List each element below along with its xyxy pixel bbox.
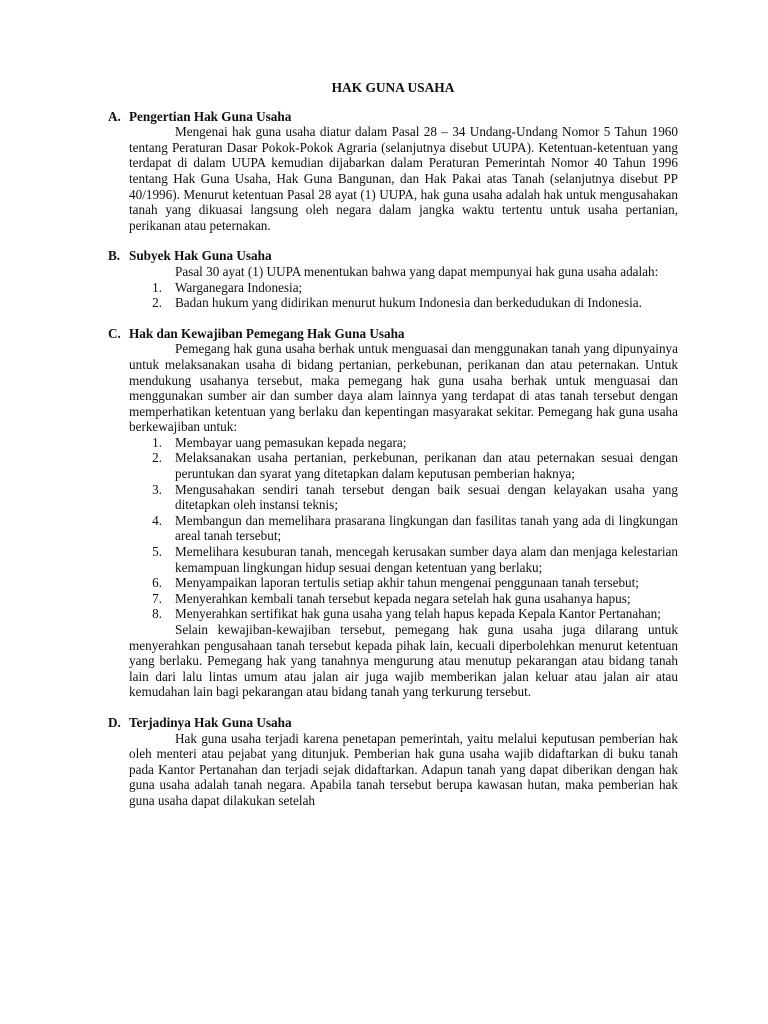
section-c bbox=[108, 326, 678, 700]
list-item: 2. Badan hukum yang didirikan menurut hukum Indonesia dan berkedudukan di Indonesia. bbox=[152, 295, 642, 311]
section-title: Hak dan Kewajiban Pemegang Hak Guna Usaha bbox=[129, 325, 405, 341]
section-title: Subyek Hak Guna Usaha bbox=[129, 248, 272, 264]
section-a bbox=[108, 109, 678, 234]
obligation-list bbox=[129, 435, 678, 622]
list-item: 3. Mengusahakan sendiri tanah tersebut dengan baik sesuai dengan kelayakan usaha yang ditetapkan oleh instansi teknis; bbox=[152, 481, 678, 513]
subject-list bbox=[129, 280, 678, 311]
list-item: 1. Warganegara Indonesia; bbox=[152, 279, 303, 295]
section-paragraph: Pemegang hak guna usaha berhak untuk menguasai dan menggunakan tanah yang dipunyainya untuk melaksanakan usaha di bidang pertanian, perkebunan, perikanan dan atau peternakan. Untuk mendukung usahanya tersebut, maka pemegang hak guna usaha berhak untuk menguasai dan menggunakan sumber air dan sumber daya alam lainnya yang terdapat di atas tanah tersebut dengan memperhatikan ketentuan yang berlaku dan kepentingan masyarakat sekitar. Pemegang hak guna usaha berkewajiban untuk: bbox=[129, 341, 678, 435]
section-title: Pengertian Hak Guna Usaha bbox=[129, 108, 292, 124]
section-paragraph-continued: Selain kewajiban-kewajiban tersebut, pemegang hak guna usaha juga dilarang untuk menyerahkan pengusahaan tanah tersebut kepada pihak lain, kecuali diperbolehkan menurut ketentuan yang berlaku. Pemegang hak yang tanahnya mengurung atau menutup pekarangan atau bidang tanah lain dari lalu lintas umum atau jalan air juga wajib memberikan jalan keluar atau jalan air atau kemudahan lain bagi pekarangan atau bidang tanah yang terkurung tersebut. bbox=[129, 622, 678, 700]
section-heading bbox=[108, 248, 678, 264]
section-heading bbox=[108, 109, 678, 125]
section-title: Terjadinya Hak Guna Usaha bbox=[129, 714, 292, 730]
section-b bbox=[108, 248, 678, 310]
section-d bbox=[108, 715, 678, 809]
section-heading bbox=[108, 326, 678, 342]
section-letter: C. bbox=[108, 325, 121, 341]
list-item: 4. Membangun dan memelihara prasarana lingkungan dan fasilitas tanah yang ada di lingkungan areal tanah tersebut; bbox=[152, 512, 678, 544]
section-letter: B. bbox=[108, 248, 121, 264]
section-letter: A. bbox=[108, 108, 121, 124]
section-letter: D. bbox=[108, 714, 121, 730]
section-paragraph: Mengenai hak guna usaha diatur dalam Pasal 28 – 34 Undang-Undang Nomor 5 Tahun 1960 tentang Peraturan Dasar Pokok-Pokok Agraria (selanjutnya disebut UUPA). Ketentuan-ketentuan yang terdapat di dalam UUPA kemudian dijabarkan dalam Peraturan Pemerintah Nomor 40 Tahun 1996 tentang Hak Guna Usaha, Hak Guna Bangunan, dan Hak Pakai atas Tanah (selanjutnya disebut PP 40/1996). Menurut ketentuan Pasal 28 ayat (1) UUPA, hak guna usaha adalah hak untuk mengusahakan tanah yang dikuasai langsung oleh negara dalam jangka waktu tertentu untuk usaha pertanian, perikanan atau peternakan. bbox=[129, 124, 678, 233]
section-heading bbox=[108, 715, 678, 731]
list-item: 7. Menyerahkan kembali tanah tersebut kepada negara setelah hak guna usahanya hapus; bbox=[152, 590, 631, 606]
list-item: 8. Menyerahkan sertifikat hak guna usaha yang telah hapus kepada Kepala Kantor Pertanahan; bbox=[152, 606, 661, 622]
list-item: 5. Memelihara kesuburan tanah, mencegah kerusakan sumber daya alam dan menjaga kelestarian kemampuan lingkungan hidup sesuai dengan ketentuan yang berlaku; bbox=[152, 544, 678, 575]
section-paragraph: Pasal 30 ayat (1) UUPA menentukan bahwa yang dapat mempunyai hak guna usaha adalah: bbox=[175, 263, 659, 279]
list-item: 2. Melaksanakan usaha pertanian, perkebunan, perikanan dan atau peternakan sesuai dengan peruntukan dan syarat yang ditetapkan dalam keputusan pemberian haknya; bbox=[152, 450, 678, 482]
page-title: HAK GUNA USAHA bbox=[331, 80, 455, 95]
list-item: 6. Menyampaikan laporan tertulis setiap akhir tahun mengenai penggunaan tanah tersebut; bbox=[152, 575, 639, 591]
section-paragraph: Hak guna usaha terjadi karena penetapan pemerintah, yaitu melalui keputusan pemberian hak oleh menteri atau pejabat yang ditunjuk. Pemberian hak guna usaha wajib didaftarkan di buku tanah pada Kantor Pertanahan dan terjadi sejak didaftarkan. Adapun tanah yang dapat diberikan dengan hak guna usaha adalah tanah negara. Apabila tanah tersebut berupa kawasan hutan, maka pemberian hak guna usaha dapat dilakukan setelah bbox=[129, 730, 678, 808]
list-item: 1. Membayar uang pemasukan kepada negara; bbox=[152, 434, 407, 450]
